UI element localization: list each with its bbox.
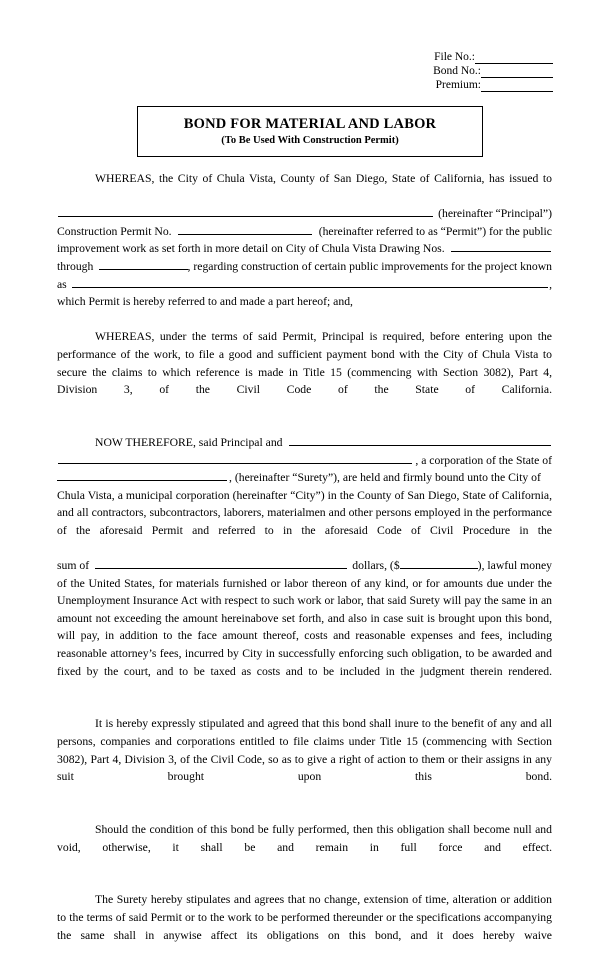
paragraph-gap [57, 874, 552, 892]
paragraph-condition-performed [57, 821, 552, 874]
p1-line4 [57, 240, 552, 258]
p1-through-label: through [57, 259, 94, 273]
premium-input[interactable] [481, 80, 553, 92]
paragraph-surety-stipulates [57, 891, 552, 961]
p1-line3-tail: (hereinafter referred to as “Permit”) for the public [318, 224, 552, 238]
file-no-row [373, 50, 553, 64]
p3-sum-label: sum of [57, 559, 90, 573]
p1-line5-tail: , regarding construction of certain public improvements for the project known [187, 259, 552, 273]
p1-line4-text: improvement work as set forth in more detail on City of Chula Vista Drawing Nos. [57, 242, 445, 256]
paragraph-gap [57, 311, 552, 329]
p3-line2 [57, 452, 552, 470]
document-title: BOND FOR MATERIAL AND LABOR [183, 115, 437, 132]
p3-line3 [57, 469, 552, 487]
bond-amount-figures-input[interactable] [400, 557, 478, 569]
paragraph-whereas-payment-bond [57, 328, 552, 416]
p3-line5 [57, 557, 552, 575]
p1-line3 [57, 223, 552, 241]
p3-line6: of the United States, for materials furnished or labor thereon of any kind, or for amounts due under the Unemployment Insurance Act with respect to such work or labor, that said Surety will pay the same in an amount not exceeding the amount hereinabove set forth, and also in case suit is brought upon this bond, will pay, in addition to the face amount thereof, costs and reasonable expenses and fees, including reasonable attorney’s fees, incurred by City in successfully enforcing such obligation, to be awarded and fixed by the court, and to be taxed as costs and to be included in the judgment therein rendered. [57, 576, 552, 678]
surety-name-continued-input[interactable] [58, 452, 412, 464]
premium-label: Premium: [435, 79, 481, 91]
paragraph-gap [57, 803, 552, 821]
bond-no-row [373, 64, 553, 78]
surety-name-input[interactable] [289, 434, 551, 446]
bond-no-label: Bond No.: [433, 65, 481, 77]
drawing-no-from-input[interactable] [451, 240, 551, 252]
header-fields [373, 50, 553, 92]
document-body [57, 170, 552, 962]
p2-text: WHEREAS, under the terms of said Permit, Principal is required, before entering upon the performance of the work, to file a good and sufficient payment bond with the City of Chula Vista to secure the claims to which reference is made in Title 15 (commencing with Section 3082), Part 4, Division 3, of the Civil Code of the State of California. [57, 330, 552, 397]
p1-line5 [57, 258, 552, 276]
file-no-input[interactable] [475, 52, 553, 64]
permit-no-input[interactable] [178, 223, 312, 235]
bond-no-input[interactable] [481, 66, 553, 78]
file-no-label: File No.: [434, 51, 475, 63]
paragraph-stipulated-agreed [57, 715, 552, 803]
p3-line4: Chula Vista, a municipal corporation (hereinafter “City”) in the County of San Diego, State of California, and all contractors, subcontractors, laborers, materialmen and other persons employed in the performance of the aforesaid Permit and referred to in the aforesaid Code of Civil Procedure in the [57, 488, 552, 537]
p1-line2-tail: (hereinafter “Principal”) [438, 207, 552, 221]
drawing-no-to-input[interactable] [99, 258, 187, 270]
p1-line1-wrap [57, 170, 552, 205]
p1-permit-no-label: Construction Permit No. [57, 224, 172, 238]
p3-line5-tail: ), lawful money [477, 559, 552, 573]
p3-line2-tail: , a corporation of the State of [415, 453, 552, 467]
p1-line6 [57, 276, 552, 294]
p3-dollars-label: dollars, ($ [352, 559, 400, 573]
paragraph-gap [57, 698, 552, 716]
p6-text: The Surety hereby stipulates and agrees that no change, extension of time, alteration or addition to the terms of said Permit or to the work to be performed thereunder or the specifications accompanying the same shall in anywise affect its obligations on this bond, and it does hereby waive [57, 893, 552, 942]
p3-line3-tail: , (hereinafter “Surety”), are held and firmly bound unto the City of [229, 471, 541, 485]
bond-amount-words-input[interactable] [95, 557, 347, 569]
p1-as-label: as [57, 277, 67, 291]
document-subtitle: (To Be Used With Construction Permit) [221, 134, 399, 146]
project-name-input[interactable] [72, 276, 548, 288]
principal-name-input[interactable] [58, 205, 433, 217]
paragraph-now-therefore [57, 434, 552, 698]
p3-line1 [57, 434, 552, 452]
premium-row [373, 78, 553, 92]
p3-line1-text: NOW THEREFORE, said Principal and [95, 435, 283, 449]
p1-line2 [57, 205, 552, 223]
p4-text: It is hereby expressly stipulated and agreed that this bond shall inure to the benefit of any and all persons, companies and corporations entitled to file claims under Title 15 (commencing with Section 3082), Part 4, Division 3, of the Civil Code, so as to give a right of action to them or their assigns in any suit brought upon this bond. [57, 717, 552, 784]
document-title-box [137, 106, 483, 157]
paragraph-gap [57, 416, 552, 434]
paragraph-whereas-permit [57, 170, 552, 311]
p1-line1: WHEREAS, the City of Chula Vista, County of San Diego, State of California, has issued to [95, 172, 552, 185]
p1-line6-tail: , [549, 277, 552, 291]
surety-state-input[interactable] [57, 469, 227, 481]
p1-line7: which Permit is hereby referred to and made a part hereof; and, [57, 295, 353, 309]
p5-text: Should the condition of this bond be fully performed, then this obligation shall become null and void, otherwise, it shall be and remain in full force and effect. [57, 822, 552, 854]
